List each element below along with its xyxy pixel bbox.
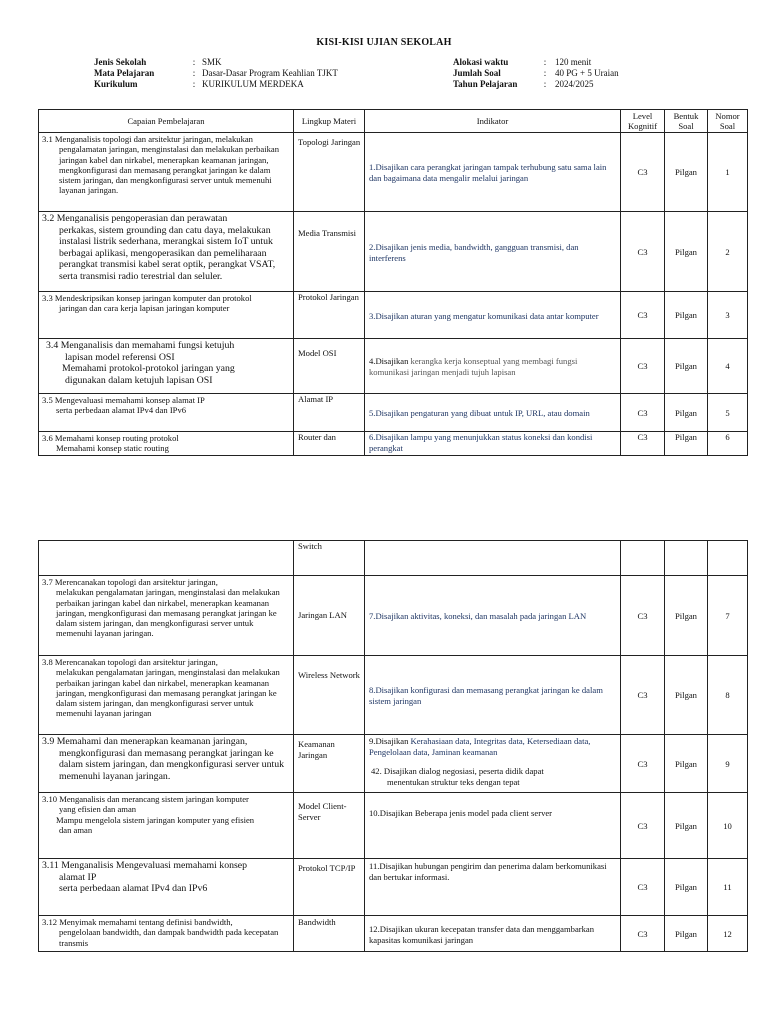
capaian-cell [39, 859, 294, 916]
indikator-cell [365, 541, 621, 576]
indikator-text: kerangka kerja konseptual yang membagi fungsi komunikasi jaringan menjadi tujuh lapisan [369, 356, 578, 377]
indikator-prefix: 11.Disajikan [369, 861, 413, 871]
capaian-first-line: 3.1 Menganalisis topologi dan arsitektur jaringan, melakukan [42, 134, 253, 144]
capaian-cell [39, 541, 294, 576]
level-cell: C3 [621, 576, 665, 656]
capaian-first-line: 3.3 Mendeskripsikan konsep jaringan komputer dan protokol [42, 293, 252, 303]
lingkup-cell: Jaringan LAN [294, 576, 365, 656]
capaian-cell [39, 133, 294, 212]
document-title: KISI-KISI UJIAN SEKOLAH [316, 37, 452, 48]
lingkup-cell: Alamat IP [294, 394, 365, 432]
capaian-first-line: 3.11 Menganalisis Mengevaluasi memahami konsep [42, 860, 248, 871]
indikator-text: cara perangkat jaringan tampak terhubung satu sama lain dan bagaimana data mengalir melalui jaringan [369, 162, 607, 183]
meta-colon: : [543, 68, 547, 78]
level-cell [621, 541, 665, 576]
table-row [39, 859, 748, 916]
capaian-cell [39, 292, 294, 339]
indikator-cell [365, 859, 621, 916]
nomor-cell: 5 [708, 394, 748, 432]
meta-value: SMK [202, 57, 222, 67]
header-capaian: Capaian Pembelajaran [39, 110, 294, 133]
header-level: Level Kognitif [621, 110, 665, 133]
bentuk-cell: Pilgan [665, 432, 708, 456]
nomor-cell: 3 [708, 292, 748, 339]
indikator-cell [365, 793, 621, 859]
capaian-rest: Memahami konsep static routing [56, 443, 169, 454]
table-header-row [39, 110, 748, 133]
meta-label: Kurikulum [94, 79, 138, 89]
indikator-prefix: 6.Disajikan [369, 432, 409, 442]
indikator-cell [365, 432, 621, 456]
capaian-first-line: 3.10 Menganalisis dan merancang sistem jaringan komputer [42, 794, 249, 804]
indikator-prefix: 3.Disajikan [369, 310, 409, 321]
capaian-extra-first: serta perbedaan alamat IPv4 dan IPv6 [59, 883, 208, 894]
table-row [39, 793, 748, 859]
meta-value: KURIKULUM MERDEKA [202, 79, 304, 89]
bentuk-cell: Pilgan [665, 133, 708, 212]
lingkup-cell: Protokol Jaringan [294, 292, 365, 339]
lingkup-cell: Model Client-Server [294, 793, 365, 859]
table-row [39, 916, 748, 952]
indikator-text: pengaturan yang dibuat untuk IP, URL, atau domain [408, 408, 590, 418]
indikator-cell [365, 292, 621, 339]
indikator-extra-first: 42. Disajikan dialog negosiasi, peserta didik dapat [371, 766, 544, 776]
indikator-prefix: 1.Disajikan [369, 162, 409, 172]
level-cell: C3 [621, 735, 665, 793]
nomor-cell: 12 [708, 916, 748, 952]
indikator-cell [365, 916, 621, 952]
table-row [39, 735, 748, 793]
nomor-cell: 9 [708, 735, 748, 793]
capaian-first-line: 3.2 Menganalisis pengoperasian dan perawatan [42, 213, 228, 224]
meta-value: 2024/2025 [555, 79, 594, 89]
indikator-main [369, 736, 617, 758]
capaian-rest: pengalamatan jaringan, menginstalasi dan melakukan perbaikan jaringan kabel dan nirkabel, menerapkan keamanan jaringan, mengkonfigurasi dan memasang perangkat jaringan ke dalam sistem jaringan, dan mengkonfigurasi server untuk memenuhi layanan jaringan. [59, 144, 280, 196]
indikator-cell [365, 394, 621, 432]
table-row [39, 432, 748, 456]
indikator-extra-rest: menentukan struktur teks dengan tepat [387, 777, 520, 787]
lingkup-cell: Topologi Jaringan [294, 133, 365, 212]
indikator-text: Kerahasiaan data, Integritas data, Ketersediaan data, Pengelolaan data, Jaminan keamanan [369, 736, 591, 757]
table-row [39, 339, 748, 394]
table-row [39, 133, 748, 212]
meta-value: Dasar-Dasar Program Keahlian TJKT [202, 68, 338, 78]
capaian-first-line: 3.4 Menganalisis dan memahami fungsi ketujuh [46, 340, 235, 351]
indikator-cell [365, 576, 621, 656]
capaian-cell [39, 394, 294, 432]
level-cell: C3 [621, 432, 665, 456]
nomor-cell: 7 [708, 576, 748, 656]
capaian-rest: melakukan pengalamatan jaringan, menginstalasi dan melakukan perbaikan jaringan kabel dan nirkabel, menerapkan keamanan jaringan, mengkonfigurasi dan memasang perangkat jaringan ke dalam sistem jaringan, dan mengkonfigurasi server untuk memenuhi layanan jaringan [56, 667, 280, 719]
meta-label: Mata Pelajaran [94, 68, 155, 78]
capaian-rest: serta perbedaan alamat IPv4 dan IPv6 [56, 405, 187, 416]
capaian-cell [39, 339, 294, 394]
indikator-prefix: 10.Disajikan [369, 808, 413, 818]
level-cell: C3 [621, 394, 665, 432]
capaian-extra-rest: dan aman [59, 824, 93, 835]
capaian-rest: lapisan model referensi OSI [65, 351, 175, 363]
indikator-cell [365, 339, 621, 394]
level-cell: C3 [621, 339, 665, 394]
capaian-rest: mengkonfigurasi dan memasang perangkat jaringan ke dalam sistem jaringan, dan mengkonfigurasi server untuk memenuhi layanan jaringan. [59, 747, 284, 782]
capaian-extra-rest: digunakan dalam ketujuh lapisan OSI [65, 374, 213, 386]
nomor-cell: 4 [708, 339, 748, 394]
nomor-cell [708, 541, 748, 576]
indikator-prefix: 12.Disajikan [369, 923, 413, 934]
bentuk-cell: Pilgan [665, 735, 708, 793]
lingkup-cell: Model OSI [294, 339, 365, 394]
meta-row-kurikulum [94, 79, 338, 90]
bentuk-cell: Pilgan [665, 793, 708, 859]
meta-right-block [453, 57, 619, 90]
indikator-prefix: 2.Disajikan [369, 241, 409, 252]
bentuk-cell: Pilgan [665, 916, 708, 952]
indikator-cell [365, 656, 621, 735]
capaian-extra-first: Memahami protokol-protokol jaringan yang [62, 363, 235, 374]
capaian-cell [39, 576, 294, 656]
capaian-first-line: 3.5 Mengevaluasi memahami konsep alamat IP [42, 395, 205, 405]
indikator-text: hubungan pengirim dan penerima dalam berkomunikasi dan bertukar informasi. [369, 861, 607, 882]
table-row [39, 212, 748, 292]
bentuk-cell: Pilgan [665, 339, 708, 394]
nomor-cell: 11 [708, 859, 748, 916]
meta-value: 120 menit [555, 57, 592, 67]
indikator-prefix: 4.Disajikan [369, 356, 409, 366]
meta-colon: : [543, 57, 547, 67]
indikator-prefix: 9.Disajikan [369, 736, 409, 746]
meta-row-jumlah-soal [453, 68, 619, 79]
capaian-first-line: 3.7 Merencanakan topologi dan arsitektur jaringan, [42, 577, 218, 587]
header-bentuk: Bentuk Soal [665, 110, 708, 133]
bentuk-cell: Pilgan [665, 212, 708, 292]
level-cell: C3 [621, 859, 665, 916]
indikator-prefix: 5.Disajikan [369, 408, 409, 418]
indikator-cell [365, 133, 621, 212]
indikator-text: ukuran kecepatan transfer data dan menggambarkan kapasitas komunikasi jaringan [369, 923, 595, 945]
indikator-cell [365, 735, 621, 793]
lingkup-cell: Bandwidth [294, 916, 365, 952]
table-row [39, 292, 748, 339]
meta-row-alokasi-waktu [453, 57, 619, 68]
nomor-cell: 2 [708, 212, 748, 292]
indikator-text: aktivitas, koneksi, dan masalah pada jaringan LAN [408, 611, 587, 621]
capaian-cell [39, 735, 294, 793]
nomor-cell: 8 [708, 656, 748, 735]
meta-row-tahun-pelajaran [453, 79, 619, 90]
meta-label: Alokasi waktu [453, 57, 509, 67]
meta-label: Tahun Pelajaran [453, 79, 518, 89]
indikator-prefix: 7.Disajikan [369, 611, 409, 621]
indikator-text: konfigurasi dan memasang perangkat jaringan ke dalam sistem jaringan [369, 685, 603, 706]
lingkup-cell: Wireless Network [294, 656, 365, 735]
meta-value: 40 PG + 5 Uraian [555, 68, 619, 78]
capaian-cell [39, 656, 294, 735]
bentuk-cell: Pilgan [665, 394, 708, 432]
meta-row-jenis-sekolah [94, 57, 338, 68]
indikator-text: lampu yang menunjukkan status koneksi dan kondisi perangkat [369, 432, 593, 453]
lingkup-cell: Keamanan Jaringan [294, 735, 365, 793]
indikator-text: Beberapa jenis model pada client server [412, 808, 553, 818]
capaian-cell [39, 212, 294, 292]
level-cell: C3 [621, 133, 665, 212]
indikator-text: jenis media, bandwidth, gangguan transmisi, dan interferens [369, 241, 579, 263]
capaian-first-line: 3.8 Merencanakan topologi dan arsitektur jaringan, [42, 657, 218, 667]
meta-colon: : [192, 79, 196, 89]
table-row [39, 656, 748, 735]
bentuk-cell: Pilgan [665, 576, 708, 656]
capaian-first-line: 3.12 Menyimak memahami tentang definisi bandwidth, [42, 917, 233, 927]
capaian-rest: yang efisien dan aman [59, 804, 137, 815]
meta-row-mata-pelajaran [94, 68, 338, 79]
meta-colon: : [192, 68, 196, 78]
header-lingkup: Lingkup Materi [294, 110, 365, 133]
indikator-text: aturan yang mengatur komunikasi data antar komputer [408, 310, 599, 321]
bentuk-cell: Pilgan [665, 656, 708, 735]
indikator-prefix: 8.Disajikan [369, 685, 409, 695]
table-row [39, 394, 748, 432]
lingkup-cell: Switch [294, 541, 365, 576]
meta-colon: : [192, 57, 196, 67]
bentuk-cell: Pilgan [665, 292, 708, 339]
header-nomor: Nomor Soal [708, 110, 748, 133]
capaian-rest: perkakas, sistem grounding dan catu daya, melakukan instalasi listrik sederhana, merangkai sistem IoT untuk berbagai aplikasi, mengoperasikan dan pemeliharaan perangkat transmisi kabel serat optik, perangkat VSAT, serta transmisi radio terestrial dan seluler. [59, 224, 276, 282]
meta-label: Jenis Sekolah [94, 57, 147, 67]
lingkup-cell: Router dan [294, 432, 365, 456]
lingkup-cell: Media Transmisi [294, 212, 365, 292]
capaian-rest: melakukan pengalamatan jaringan, menginstalasi dan melakukan perbaikan jaringan kabel dan nirkabel, menerapkan keamanan jaringan, mengkonfigurasi dan memasang perangkat jaringan ke dalam sistem jaringan, dan mengkonfigurasi server untuk memenuhi layanan jaringan. [56, 587, 280, 639]
capaian-cell [39, 793, 294, 859]
capaian-first-line: 3.9 Memahami dan menerapkan keamanan jaringan, [42, 736, 248, 747]
indikator-cell [365, 212, 621, 292]
meta-colon: : [543, 79, 547, 89]
level-cell: C3 [621, 916, 665, 952]
capaian-cell [39, 432, 294, 456]
table-row [39, 576, 748, 656]
bentuk-cell [665, 541, 708, 576]
level-cell: C3 [621, 212, 665, 292]
bentuk-cell: Pilgan [665, 859, 708, 916]
nomor-cell: 10 [708, 793, 748, 859]
capaian-cell [39, 916, 294, 952]
capaian-rest: alamat IP [59, 871, 97, 883]
meta-left-block [94, 57, 338, 90]
meta-label: Jumlah Soal [453, 68, 501, 78]
capaian-first-line: 3.6 Memahami konsep routing protokol [42, 433, 179, 443]
capaian-extra-first: Mampu mengelola sistem jaringan komputer yang efisien [56, 814, 255, 825]
level-cell: C3 [621, 656, 665, 735]
table-row [39, 541, 748, 576]
lingkup-cell: Protokol TCP/IP [294, 859, 365, 916]
kisi-kisi-table-2 [38, 540, 748, 952]
kisi-kisi-table-1 [38, 109, 748, 456]
nomor-cell: 6 [708, 432, 748, 456]
nomor-cell: 1 [708, 133, 748, 212]
header-indikator: Indikator [365, 110, 621, 133]
capaian-rest: jaringan dan cara kerja lapisan jaringan komputer [59, 303, 230, 314]
level-cell: C3 [621, 793, 665, 859]
level-cell: C3 [621, 292, 665, 339]
capaian-rest: pengelolaan bandwidth, dan dampak bandwidth pada kecepatan transmis [59, 927, 279, 948]
